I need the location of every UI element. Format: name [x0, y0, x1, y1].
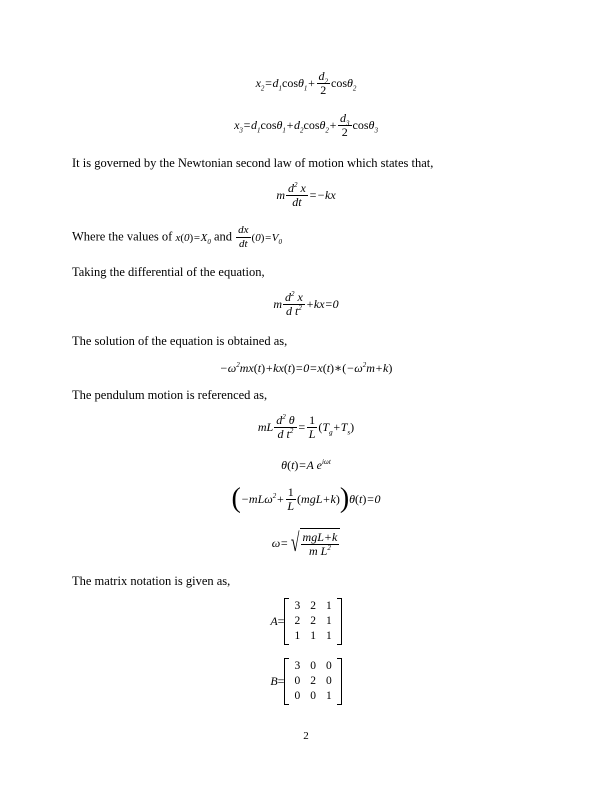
paragraph-solution: The solution of the equation is obtained as,: [72, 334, 288, 348]
where-and-text: and: [213, 229, 233, 244]
matrix-b-row: [289, 689, 336, 704]
matrix-a-cell: 3: [294, 600, 301, 612]
matrix-b-cell: 0: [310, 690, 316, 702]
matrix-b-cell: 0: [294, 690, 301, 702]
equation-differential: m $\frac{d^2 x}{d t^2}$ +kx=0: [273, 290, 339, 318]
matrix-b-cell: 0: [325, 660, 332, 672]
matrix-a-cell: 1: [294, 630, 301, 642]
matrix-b-cell: 0: [294, 675, 301, 687]
matrix-a-cell: 1: [310, 630, 316, 642]
paragraph-pendulum: The pendulum motion is referenced as,: [72, 388, 268, 402]
equation-pendulum: mL $\frac{d^2 \theta}{d t^2}$ = $\frac{1}{L}$ $(T_g+T_s)$: [257, 413, 355, 441]
matrix-a-cell: 2: [294, 615, 301, 627]
matrix-a-cell: 2: [310, 615, 316, 627]
matrix-b-cell: 2: [310, 675, 316, 687]
matrix-a: A= 3 2 1 2 2 1 1 1 1: [0, 598, 612, 645]
equation-x0: $x(0)=X_0$: [175, 231, 211, 246]
matrix-a-row: [289, 599, 336, 614]
matrix-b-label: B: [270, 674, 278, 688]
equation-x3: $x_3=d_1\cos\theta_1+d_2\cos\theta_2+$ $\frac{d_3}{2}$ cosθ$_3$: [234, 111, 378, 139]
matrix-a-cell: 1: [325, 600, 332, 612]
matrix-a-row: [289, 629, 336, 644]
matrix-a-cell: 1: [325, 615, 332, 627]
matrix-a-body: [284, 598, 341, 645]
matrix-b-cell: 0: [310, 660, 316, 672]
paragraph-taking-differential: Taking the differential of the equation,: [72, 265, 265, 279]
equation-solution: $-\omega^2mx(t)+kx(t)=0=x(t)∗(-\omega^2m+k)$: [219, 361, 393, 375]
matrix-b-body: [284, 658, 341, 705]
equation-omega: ω= √ $\frac{\text{mgL+k}}{m L^2}$: [0, 528, 612, 558]
equation-x2: $x_2=d_1\cos\theta_1+$ $\frac{d_2}{2}$ cosθ$_2$: [255, 69, 357, 97]
paragraph-initial-conditions: Where the values of $x(0)=X_0$ and $\frac{dx}{dt}$ $(0)=V_0$: [72, 224, 283, 250]
matrix-a-cell: 1: [325, 630, 332, 642]
page-number: 2: [303, 730, 309, 742]
matrix-a-cell: 2: [310, 600, 316, 612]
matrix-b: B= 3 0 0 0 2 0 0 0 1: [0, 658, 612, 705]
matrix-b-row: [289, 659, 336, 674]
paragraph-matrix: The matrix notation is given as,: [72, 574, 231, 588]
equation-characteristic: (−mLω$^2$+ $\frac{1}{L}$ (mgL+k))θ(t)=0: [231, 483, 381, 514]
matrix-b-cell: 3: [294, 660, 301, 672]
equation-dxdt: $\frac{dx}{dt}$: [238, 224, 249, 250]
matrix-b-cell: 0: [325, 675, 332, 687]
paragraph-newton: It is governed by the Newtonian second law of motion which states that,: [72, 156, 434, 170]
equation-newton: m $\frac{d^2 x}{dt}$ =−kx: [276, 181, 336, 209]
matrix-a-row: [289, 614, 336, 629]
matrix-b-row: [289, 674, 336, 689]
matrix-b-cell: 1: [325, 690, 332, 702]
equation-theta: θ(t)=A $e^{i\omega t}$: [281, 458, 331, 472]
matrix-a-label: A: [270, 614, 278, 628]
where-prefix-text: Where the values of: [72, 229, 173, 244]
